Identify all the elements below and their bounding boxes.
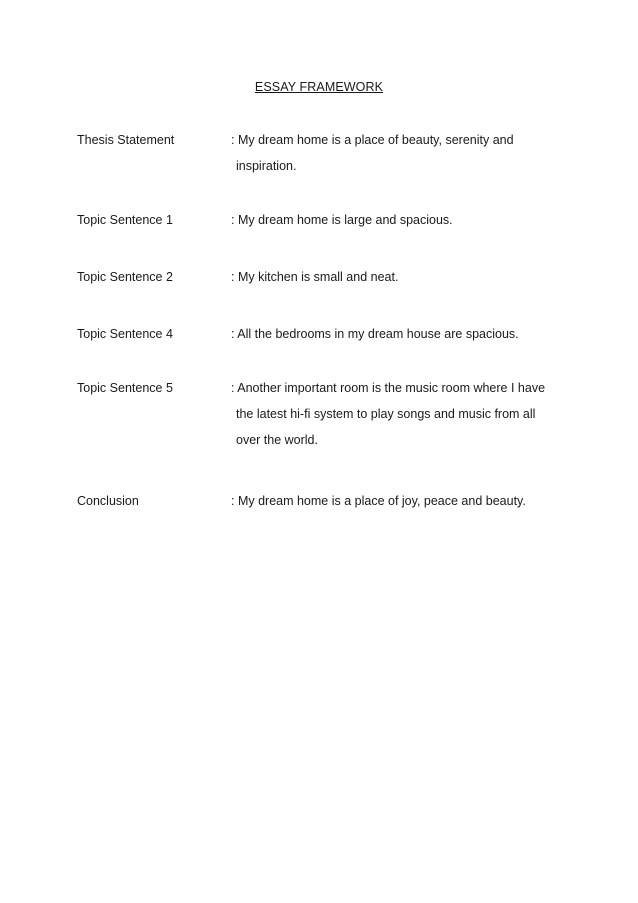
row-label: Topic Sentence 1 [77,213,173,227]
row-content [231,494,561,520]
row-content [231,133,561,185]
content-line: : My dream home is a place of beauty, serenity and [231,133,514,147]
row-label: Topic Sentence 2 [77,270,173,284]
row-content [231,381,561,459]
content-line: inspiration. [236,159,297,173]
row-content [231,270,561,296]
content-line: : All the bedrooms in my dream house are spacious. [231,327,519,341]
content-line: : Another important room is the music room where I have [231,381,546,395]
content-line: : My dream home is a place of joy, peace and beauty. [231,494,526,508]
document-title: ESSAY FRAMEWORK [254,80,384,94]
row-label: Topic Sentence 4 [77,327,173,341]
content-line: : My kitchen is small and neat. [231,270,399,284]
content-line: : My dream home is large and spacious. [231,213,453,227]
row-label: Conclusion [77,494,139,508]
row-content [231,213,561,239]
row-content [231,327,561,353]
row-label: Thesis Statement [77,133,175,147]
content-line: over the world. [236,433,318,447]
row-label: Topic Sentence 5 [77,381,173,395]
content-line: the latest hi-fi system to play songs and music from all [236,407,536,421]
